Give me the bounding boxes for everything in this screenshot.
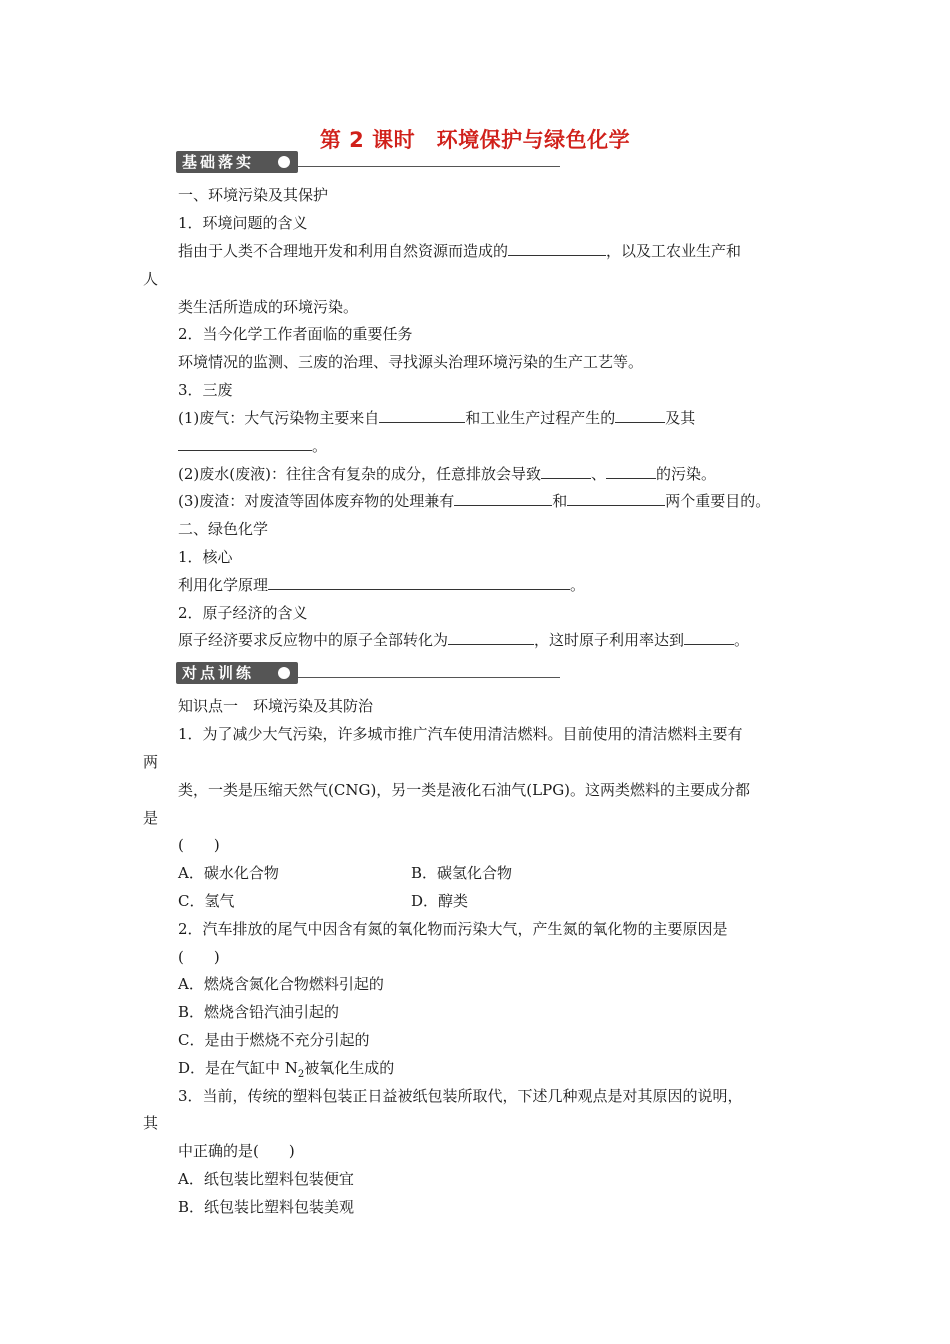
section-label: 对点训练 xyxy=(176,662,298,684)
question-text: 类，一类是压缩天然气(CNG)，另一类是液化石油气(LPG)。这两类燃料的主要成分都 xyxy=(178,781,751,799)
body-text: 类生活所造成的环境污染。 xyxy=(178,298,359,316)
answer-paren: ( ) xyxy=(178,836,220,854)
fill-line: 。 xyxy=(178,436,327,456)
answer-blank[interactable] xyxy=(448,630,534,645)
wrap-text: 其 xyxy=(143,1114,159,1132)
option-a[interactable]: A．燃烧含氮化合物燃料引起的 xyxy=(178,975,384,993)
option-a[interactable]: A．碳水化合物 xyxy=(178,864,279,882)
option-d[interactable]: D．是在气缸中 $N_2$被氧化生成的 xyxy=(178,1059,395,1080)
question-text: 3．当前，传统的塑料包装正日益被纸包装所取代，下述几种观点是对其原因的说明， xyxy=(178,1087,743,1105)
question-text: 1．为了减少大气污染，许多城市推广汽车使用清洁燃料。目前使用的清洁燃料主要有 xyxy=(178,725,743,743)
fill-line: 原子经济要求反应物中的原子全部转化为 ，这时原子利用率达到 。 xyxy=(178,631,750,649)
page-title: 第 2 课时 环境保护与绿色化学 xyxy=(319,128,631,152)
knowledge-point: 知识点一 环境污染及其防治 xyxy=(178,697,374,715)
body-text: 环境情况的监测、三废的治理、寻找源头治理环境污染的生产工艺等。 xyxy=(178,353,644,371)
answer-blank[interactable] xyxy=(541,464,591,479)
item-title: 1．核心 xyxy=(178,548,233,566)
item-title: 1．环境问题的含义 xyxy=(178,214,308,232)
answer-blank[interactable] xyxy=(178,436,312,451)
option-d[interactable]: D．醇类 xyxy=(411,892,469,910)
answer-blank[interactable] xyxy=(684,630,734,645)
fill-line: 利用化学原理 。 xyxy=(178,576,586,594)
wrap-text: 人 xyxy=(143,270,159,288)
answer-blank[interactable] xyxy=(268,575,570,590)
fill-line: (1)废气：大气污染物主要来自 和工业生产过程产生的 及其 xyxy=(178,409,696,427)
option-row xyxy=(178,891,469,911)
answer-blank[interactable] xyxy=(606,464,656,479)
answer-blank[interactable] xyxy=(615,408,665,423)
answer-blank[interactable] xyxy=(379,408,465,423)
option-b[interactable]: B．燃烧含铅汽油引起的 xyxy=(178,1003,340,1021)
wrap-text: 是 xyxy=(143,809,159,827)
option-b[interactable]: B．纸包装比塑料包装美观 xyxy=(178,1198,355,1216)
fill-line: (3)废渣：对废渣等固体废弃物的处理兼有 和 两个重要目的。 xyxy=(178,492,771,510)
bullet-icon xyxy=(278,156,290,168)
option-a[interactable]: A．纸包装比塑料包装便宜 xyxy=(178,1170,354,1188)
option-b[interactable]: B．碳氢化合物 xyxy=(411,864,513,882)
option-c[interactable]: C．是由于燃烧不充分引起的 xyxy=(178,1031,370,1049)
question-text: 2．汽车排放的尾气中因含有氮的氧化物而污染大气，产生氮的氧化物的主要原因是 xyxy=(178,920,728,938)
fill-line: 指由于人类不合理地开发和利用自然资源而造成的 ，以及工农业生产和 xyxy=(178,242,742,260)
section-label: 基础落实 xyxy=(176,151,298,173)
divider xyxy=(298,166,560,167)
heading-environment: 一、环境污染及其保护 xyxy=(178,186,329,204)
item-title: 3．三废 xyxy=(178,381,233,399)
answer-blank[interactable] xyxy=(567,491,665,506)
answer-blank[interactable] xyxy=(508,241,606,256)
wrap-text: 两 xyxy=(143,753,159,771)
option-row xyxy=(178,863,513,883)
item-title: 2．当今化学工作者面临的重要任务 xyxy=(178,325,413,343)
answer-blank[interactable] xyxy=(454,491,552,506)
question-text: 中正确的是( ) xyxy=(178,1142,295,1160)
bullet-icon xyxy=(278,667,290,679)
fill-line: (2)废水(废液)：往往含有复杂的成分，任意排放会导致 、 的污染。 xyxy=(178,465,716,483)
option-c[interactable]: C．氢气 xyxy=(178,892,235,910)
divider xyxy=(298,677,560,678)
item-title: 2．原子经济的含义 xyxy=(178,604,308,622)
answer-paren: ( ) xyxy=(178,948,220,966)
heading-green-chemistry: 二、绿色化学 xyxy=(178,520,269,538)
